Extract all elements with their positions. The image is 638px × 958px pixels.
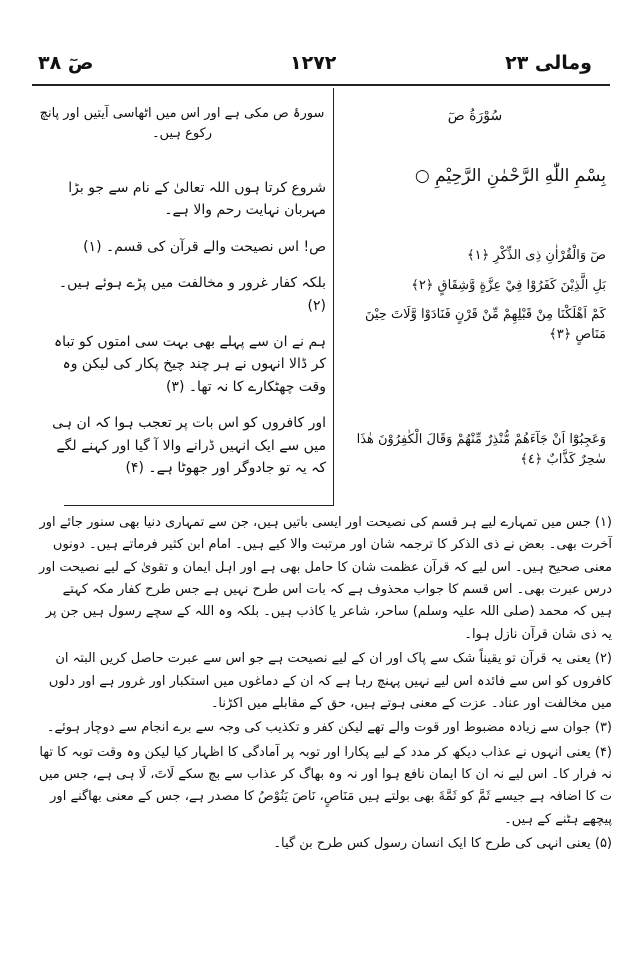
arabic-column xyxy=(344,108,606,479)
header-surah-name: ومالی ۲۳ xyxy=(505,52,592,74)
arabic-verse-3: كَمْ اَهْلَكْنَا مِنْ قَبْلِهِمْ مِّنْ قَرْنٍ فَنَادَوْا وَّلَاتَ حِيْنَ مَنَاصٍ ﴿٣﴾ xyxy=(364,307,606,342)
translation-opening: شروع کرتا ہوں اللہ تعالیٰ کے نام سے جو بڑا مہربان نہایت رحم والا ہے۔ xyxy=(68,180,326,219)
arabic-bismillah: بِسْمِ اللّٰهِ الرَّحْمٰنِ الرَّحِيْمِ ○ xyxy=(414,166,606,186)
footnote-2: (۲) یعنی یہ قرآن تو یقیناً شک سے پاک اور ان کے لیے نصیحت ہے جو اس سے عبرت حاصل کریں البتہ ان کافروں کو اس سے فائدہ اس لیے نہیں پہنچ رہا ہے کہ ان کے دماغوں میں استکبار اور غرور ہے اور دلوں میں مخالفت اور عناد۔ عزت کے معنی ہوتے ہیں، حق کے مقابلے میں اکڑنا۔ xyxy=(48,651,612,711)
translation-verse-2: بلکہ کفار غرور و مخالفت میں پڑے ہوئے ہیں۔ (۲) xyxy=(58,275,326,314)
footnotes xyxy=(38,512,612,857)
surah-intro: سورۂ ص مکی ہے اور اس میں اٹھاسی آیتیں اور پانچ رکوع ہیں۔ xyxy=(39,106,325,141)
footnote-1: (۱) جس میں تمہارے لیے ہر قسم کی نصیحت اور ایسی باتیں ہیں، جن سے تمہاری دنیا بھی سنور جائے اور آخرت بھی۔ بعض نے ذی الذکر کا ترجمہ شان اور مرتبت والا کیے ہیں۔ امام ابن کثیر فرماتے ہیں۔ دونوں معنی صحیح ہیں۔ اس لیے کہ قرآن عظمت شان کا حامل بھی ہے اور اہل ایمان و تقویٰ کے لیے نصیحت اور درس عبرت بھی۔ اس قسم کا جواب محذوف ہے کہ بات اس طرح نہیں ہے جس طرح کفار مکہ کہتے ہیں کہ محمد (صلی اللہ علیہ وسلم) ساحر، شاعر یا کاذب ہیں۔ بلکہ وہ اللہ کے سچے رسول ہیں جن پر یہ ذی شان قرآن نازل ہوا۔ xyxy=(39,515,612,642)
footnote-4: (۴) یعنی انہوں نے عذاب دیکھ کر مدد کے لیے پکارا اور توبہ پر آمادگی کا اظہار کیا لیکن وہ وقت توبہ کا تھا نہ فرار کا۔ اس لیے نہ ان کا ایمان نافع ہوا اور نہ وہ بھاگ کر عذاب سے بچ سکے لَاتَ، لَا ہی ہے، جس میں ت کا اضافہ ہے جیسے ثَمَّ کو ثَمَّةَ بھی بولتے ہیں مَنَاصٍ، نَاصَ يَنُوْصُ کا مصدر ہے، جس کے معنی بھاگنے اور پیچھے ہٹنے کے ہیں۔ xyxy=(38,744,612,827)
surah-title: سُوْرَةُ صٓ xyxy=(447,108,503,124)
column-divider xyxy=(333,88,334,505)
arabic-verse-4: وَعَجِبُوْٓا اَنْ جَآءَهُمْ مُّنْذِرٌ مِّنْهُمْ وَقَالَ الْكٰفِرُوْنَ هٰذَا سٰحِرٌ كَذَّابٌ ﴿٤﴾ xyxy=(356,432,606,467)
translation-verse-1: ص! اس نصیحت والے قرآن کی قسم۔ (۱) xyxy=(83,238,326,255)
header-page-number: ۱۲۷۲ xyxy=(290,52,337,74)
footnote-5: (۵) یعنی انہی کی طرح کا ایک انسان رسول کس طرح بن گیا۔ xyxy=(273,836,612,852)
translation-column xyxy=(38,104,326,493)
header-divider xyxy=(32,84,610,86)
footnote-3: (۳) جوان سے زیادہ مضبوط اور قوت والے تھے لیکن کفر و تکذیب کی وجہ سے برے انجام سے دوچار ہوئے۔ xyxy=(46,720,612,736)
arabic-verse-1: صٓ وَالْقُرْاٰنِ ذِی الذِّكْرِ ﴿١﴾ xyxy=(467,248,606,263)
translation-verse-3: ہم نے ان سے پہلے بھی بہت سی امتوں کو تباہ کر ڈالا انہوں نے ہر چند چیخ پکار کی لیکن وہ وقت چھٹکارے کا نہ تھا۔ (۳) xyxy=(53,333,326,395)
translation-verse-4: اور کافروں کو اس بات پر تعجب ہوا کہ ان ہی میں سے ایک انہیں ڈرانے والا آ گیا اور کہنے لگے کہ یہ تو جادوگر اور جھوٹا ہے۔ (۴) xyxy=(52,415,326,476)
header-surah-short: صٓ ۳۸ xyxy=(38,52,94,74)
footnote-divider xyxy=(64,505,334,506)
arabic-verse-2: بَلِ الَّذِيْنَ كَفَرُوْا فِيْ عِزَّةٍ وَّشِقَاقٍ ﴿٢﴾ xyxy=(411,277,606,293)
